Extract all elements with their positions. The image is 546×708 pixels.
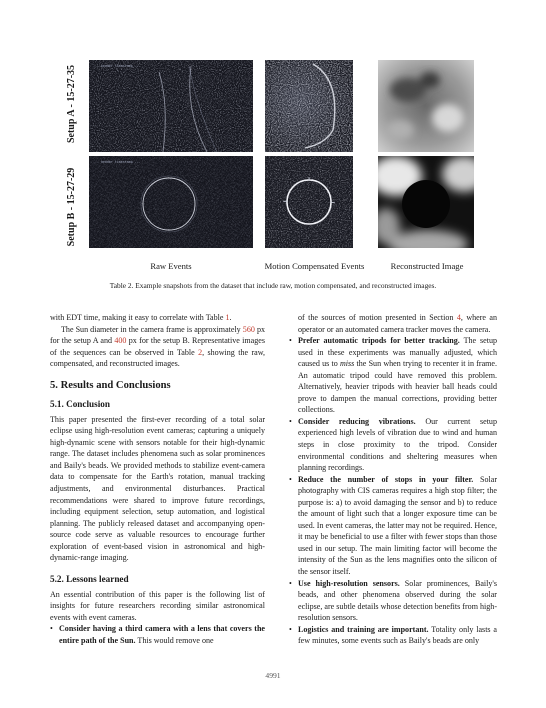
section-4-link[interactable]: 4 <box>456 313 461 322</box>
panel-a-motion-compensated <box>265 60 353 152</box>
overlay-b-text: ... header timestamp ... <box>93 160 141 164</box>
column-label-raw-events: Raw Events <box>150 261 192 271</box>
figure-caption: Table 2. Example snapshots from the dataset that include raw, motion compensated, and reconstructed images. <box>109 281 437 290</box>
overlay-a-text: ... header timestamp ... <box>93 64 141 68</box>
panel-b-reconstructed-image <box>378 156 474 248</box>
table-2-link[interactable]: 2 <box>198 347 203 357</box>
page-number: 4991 <box>265 671 281 680</box>
panel-b-raw-events <box>89 156 253 248</box>
column-label-motion-compensated: Motion Compensated Events <box>264 261 365 271</box>
right-column <box>289 312 497 647</box>
list-item-high-resolution: • Use high-resolution sensors. Solar prominences, Baily's beads, and other phenomena observed during the solar eclipse, are subtle details whose detection benefits from high-resolution sensors. <box>289 578 497 624</box>
panel-b-motion-compensated <box>265 156 353 248</box>
column-label-reconstructed-image: Reconstructed Image <box>390 261 464 271</box>
list-item-third-camera: • Consider having a third camera with a lens that covers the entire path of the Sun. This would remove one <box>50 623 265 646</box>
panel-a-reconstructed-image <box>378 60 474 152</box>
intro-paragraph-1: with EDT time, making it easy to correlate with Table 1. <box>50 313 232 322</box>
row-label-setup-a: Setup A - 15-27-35 <box>66 64 77 144</box>
row-label-setup-b: Setup B - 15-27-29 <box>66 167 77 247</box>
list-item-logistics: • Logistics and training are important. Totality only lasts a few minutes, some events such as Baily's beads are only <box>289 624 497 647</box>
value-560: 560 <box>242 324 255 334</box>
subsection-heading-conclusion: 5.1. Conclusion <box>50 398 110 409</box>
conclusion-paragraph: This paper presented the first-ever recording of a total solar eclipse using high-resolution event cameras; capturing a uniquely high-dynamic scene with sensors notable for their high-dynamic range. The dataset includes phenomena such as solar prominences and Baily's beads. We provided methods to stabilize event-camera data to compensate for the Earth's rotation, manual tracking adjustments, and environmental disturbances. Practical recommendations were shared to improve future recordings, including equipment selection, setup automation, and logistical planning. The publicly released dataset and accompanying open-source code serve as valuable resources to encourage further exploration of event-based vision in astronomical and high-dynamic-range imaging. <box>50 414 265 563</box>
list-item-reduce-vibrations: • Consider reducing vibrations. Our current setup experienced high levels of vibration due to wind and human steps in close proximity to the tripod. Consider environmental conditions and sheltering measures when planning recordings. <box>289 416 497 474</box>
lessons-intro-paragraph: An essential contribution of this paper is the following list of insights for future researchers recording similar astronomical events with event cameras. <box>50 589 265 622</box>
continued-paragraph: of the sources of motion presented in Section 4, where an operator or an automated camera tracker moves the camera. <box>298 313 497 334</box>
section-heading-results: 5. Results and Conclusions <box>50 379 171 391</box>
intro-paragraph-2: The Sun diameter in the camera frame is approximately 560 px for the setup A and 400 px for the setup B. Representative images of the sequences can be observed in Table 2, showing the raw, compensated, and reconstructed images. <box>50 324 265 369</box>
table-1-link[interactable]: 1 <box>225 313 230 322</box>
value-400: 400 <box>114 336 127 346</box>
left-column <box>50 312 265 647</box>
list-item-automatic-tripods: • Prefer automatic tripods for better tracking. The setup used in these experiments was manually adjusted, which caused us to miss the Sun when trying to recenter it in frame. An automatic tripod could have removed this problem. Alternatively, heavier tripods with heavier ball heads could prove to dampen the manual corrections, providing better collections. <box>289 335 497 416</box>
panel-a-raw-events <box>89 60 253 152</box>
list-item-filter-stops: • Reduce the number of stops in your filter. Solar photography with CIS cameras requires a high stop filter; the purpose is: a) to avoid damaging the sensor and b) to reduce the amount of light such that a longer exposure time can be used. In event cameras, the latter may not be required. Hence, it may be beneficial to use a filter with fewer stops than those used in our setup. The main limiting factor will become the intensity of the Sun as the lens magnifies onto the silicon of the sensor itself. <box>289 474 497 578</box>
subsection-heading-lessons: 5.2. Lessons learned <box>50 573 129 584</box>
